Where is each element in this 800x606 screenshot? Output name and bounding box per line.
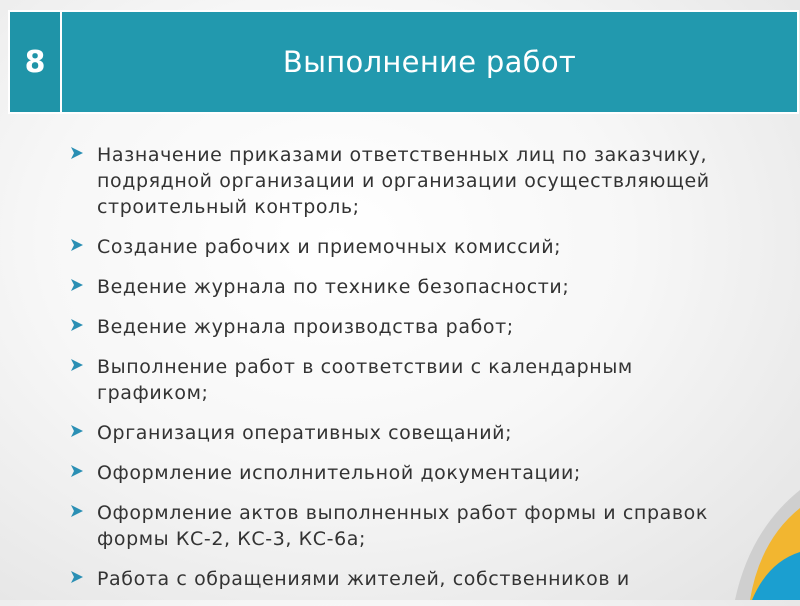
arrow-triangle-icon: [70, 278, 84, 292]
list-item-text: Назначение приказами ответственных лиц по заказчику, подрядной организации и организации осуществляющей строительный контроль;: [97, 144, 710, 218]
arrow-triangle-icon: [70, 318, 84, 332]
list-item: [70, 234, 710, 260]
list-item-text: Работа с обращениями жителей, собственников и: [97, 568, 630, 590]
list-item-text: Оформление исполнительной документации;: [97, 462, 581, 484]
list-item: [70, 566, 710, 592]
slide-header: [8, 10, 799, 114]
bullet-list: [70, 142, 710, 606]
slide-number: 8: [24, 44, 46, 80]
slide-number-box: [10, 12, 62, 112]
corner-swirl-decoration: [680, 490, 800, 600]
slide-title: Выполнение работ: [282, 45, 577, 79]
arrow-triangle-icon: [70, 570, 84, 584]
list-item: [70, 142, 710, 220]
list-item-text: Организация оперативных совещаний;: [97, 422, 513, 444]
list-item: [70, 274, 710, 300]
list-item: [70, 314, 710, 340]
list-item-text: Ведение журнала по технике безопасности;: [97, 276, 570, 298]
list-item: [70, 500, 710, 552]
list-item-text: Создание рабочих и приемочных комиссий;: [97, 236, 562, 258]
arrow-triangle-icon: [70, 464, 84, 478]
arrow-triangle-icon: [70, 424, 84, 438]
list-item: [70, 460, 710, 486]
list-item: [70, 354, 710, 406]
list-item-text: Оформление актов выполненных работ формы и справок формы КС-2, КС-3, КС-6а;: [97, 502, 708, 550]
arrow-triangle-icon: [70, 238, 84, 252]
list-item-text: Ведение журнала производства работ;: [97, 316, 514, 338]
list-item-text: Выполнение работ в соответствии с календарным графиком;: [97, 356, 633, 404]
arrow-triangle-icon: [70, 504, 84, 518]
arrow-triangle-icon: [70, 358, 84, 372]
list-item: [70, 420, 710, 446]
arrow-triangle-icon: [70, 146, 84, 160]
